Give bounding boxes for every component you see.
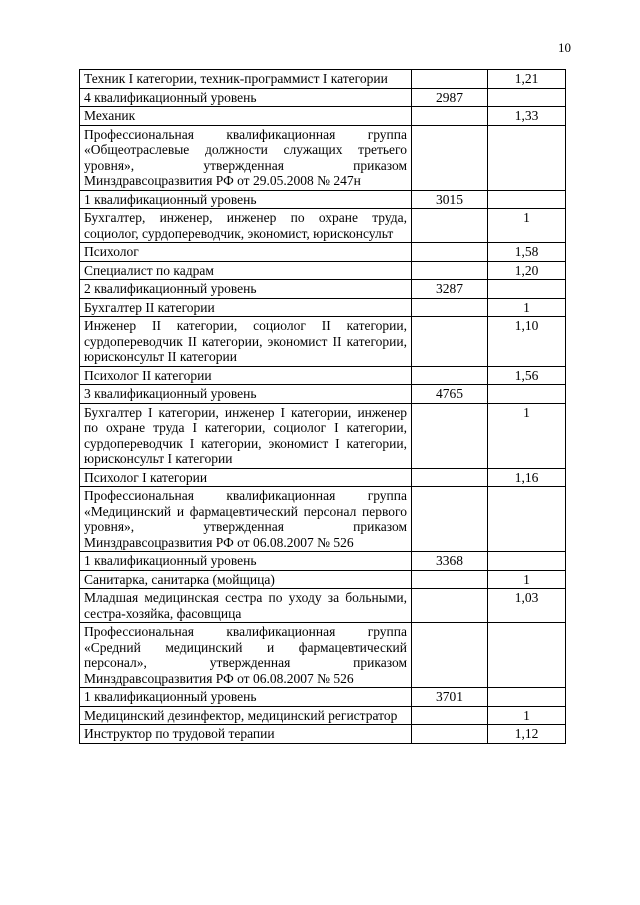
row-name-cell: Инженер II категории, социолог II категории, сурдопереводчик II категории, экономист II категории, юрисконсульт II категории	[80, 317, 412, 367]
row-coefficient-cell: 1	[488, 298, 566, 317]
row-salary-cell	[412, 468, 488, 487]
row-salary-cell	[412, 725, 488, 744]
row-coefficient-cell: 1	[488, 706, 566, 725]
row-name-cell: Техник I категории, техник-программист I категории	[80, 70, 412, 89]
row-name-cell: Профессиональная квалификационная группа «Медицинский и фармацевтический персонал первого уровня», утвержденная приказом Минздравсоцразвития РФ от 06.08.2007 № 526	[80, 487, 412, 552]
row-name-cell: Профессиональная квалификационная группа «Средний медицинский и фармацевтический персонал», утвержденная приказом Минздравсоцразвития РФ от 06.08.2007 № 526	[80, 623, 412, 688]
row-salary-cell	[412, 317, 488, 367]
table-body	[80, 70, 566, 744]
row-salary-cell: 3368	[412, 552, 488, 571]
row-salary-cell	[412, 570, 488, 589]
row-name-cell: Психолог I категории	[80, 468, 412, 487]
row-salary-cell	[412, 70, 488, 89]
row-salary-cell: 2987	[412, 88, 488, 107]
row-coefficient-cell	[488, 385, 566, 404]
table-row	[80, 385, 566, 404]
row-name-cell: Медицинский дезинфектор, медицинский регистратор	[80, 706, 412, 725]
row-name-cell: 4 квалификационный уровень	[80, 88, 412, 107]
row-coefficient-cell: 1,10	[488, 317, 566, 367]
row-coefficient-cell: 1,56	[488, 366, 566, 385]
row-coefficient-cell	[488, 280, 566, 299]
row-name-cell: 1 квалификационный уровень	[80, 190, 412, 209]
table-row	[80, 570, 566, 589]
row-name-cell: Профессиональная квалификационная группа «Общеотраслевые должности служащих третьего уровня», утвержденная приказом Минздравсоцразвития РФ от 29.05.2008 № 247н	[80, 125, 412, 190]
table-row	[80, 468, 566, 487]
table-row	[80, 70, 566, 89]
row-name-cell: Психолог	[80, 243, 412, 262]
row-coefficient-cell: 1,12	[488, 725, 566, 744]
row-coefficient-cell: 1,21	[488, 70, 566, 89]
row-name-cell: Психолог II категории	[80, 366, 412, 385]
table-row	[80, 706, 566, 725]
row-coefficient-cell	[488, 688, 566, 707]
row-name-cell: Механик	[80, 107, 412, 126]
row-coefficient-cell: 1,58	[488, 243, 566, 262]
row-salary-cell	[412, 487, 488, 552]
row-salary-cell	[412, 366, 488, 385]
row-salary-cell: 3015	[412, 190, 488, 209]
table-row	[80, 209, 566, 243]
row-name-cell: Бухгалтер I категории, инженер I категории, инженер по охране труда I категории, социолог I категории, сурдопереводчик I категории, экономист I категории, юрисконсульт I категории	[80, 403, 412, 468]
row-salary-cell	[412, 589, 488, 623]
table-row	[80, 589, 566, 623]
page-number: 10	[558, 40, 571, 55]
row-coefficient-cell: 1,03	[488, 589, 566, 623]
table-row	[80, 125, 566, 190]
row-salary-cell	[412, 125, 488, 190]
row-name-cell: 3 квалификационный уровень	[80, 385, 412, 404]
table-row	[80, 298, 566, 317]
table-row	[80, 280, 566, 299]
table-row	[80, 487, 566, 552]
table-row	[80, 243, 566, 262]
row-name-cell: Инструктор по трудовой терапии	[80, 725, 412, 744]
table-row	[80, 688, 566, 707]
row-salary-cell	[412, 706, 488, 725]
table-row	[80, 107, 566, 126]
row-name-cell: Бухгалтер II категории	[80, 298, 412, 317]
row-name-cell: 1 квалификационный уровень	[80, 552, 412, 571]
row-name-cell: Санитарка, санитарка (мойщица)	[80, 570, 412, 589]
row-salary-cell: 4765	[412, 385, 488, 404]
row-salary-cell	[412, 243, 488, 262]
row-coefficient-cell: 1	[488, 570, 566, 589]
row-salary-cell	[412, 623, 488, 688]
row-name-cell: 1 квалификационный уровень	[80, 688, 412, 707]
row-name-cell: 2 квалификационный уровень	[80, 280, 412, 299]
row-salary-cell	[412, 107, 488, 126]
table-row	[80, 552, 566, 571]
row-coefficient-cell	[488, 487, 566, 552]
table-row	[80, 623, 566, 688]
row-coefficient-cell: 1,16	[488, 468, 566, 487]
row-coefficient-cell	[488, 190, 566, 209]
row-salary-cell: 3701	[412, 688, 488, 707]
row-coefficient-cell: 1	[488, 209, 566, 243]
row-salary-cell	[412, 403, 488, 468]
row-name-cell: Бухгалтер, инженер, инженер по охране труда, социолог, сурдопереводчик, экономист, юрисконсульт	[80, 209, 412, 243]
row-coefficient-cell: 1	[488, 403, 566, 468]
row-coefficient-cell	[488, 125, 566, 190]
table-row	[80, 725, 566, 744]
table-row	[80, 261, 566, 280]
table-row	[80, 366, 566, 385]
table-row	[80, 88, 566, 107]
row-salary-cell	[412, 261, 488, 280]
row-name-cell: Младшая медицинская сестра по уходу за больными, сестра-хозяйка, фасовщица	[80, 589, 412, 623]
row-coefficient-cell	[488, 552, 566, 571]
table-row	[80, 317, 566, 367]
row-salary-cell: 3287	[412, 280, 488, 299]
salary-table	[79, 69, 566, 744]
row-salary-cell	[412, 209, 488, 243]
row-coefficient-cell	[488, 88, 566, 107]
table-row	[80, 403, 566, 468]
row-coefficient-cell	[488, 623, 566, 688]
row-salary-cell	[412, 298, 488, 317]
table-row	[80, 190, 566, 209]
row-coefficient-cell: 1,33	[488, 107, 566, 126]
row-coefficient-cell: 1,20	[488, 261, 566, 280]
row-name-cell: Специалист по кадрам	[80, 261, 412, 280]
